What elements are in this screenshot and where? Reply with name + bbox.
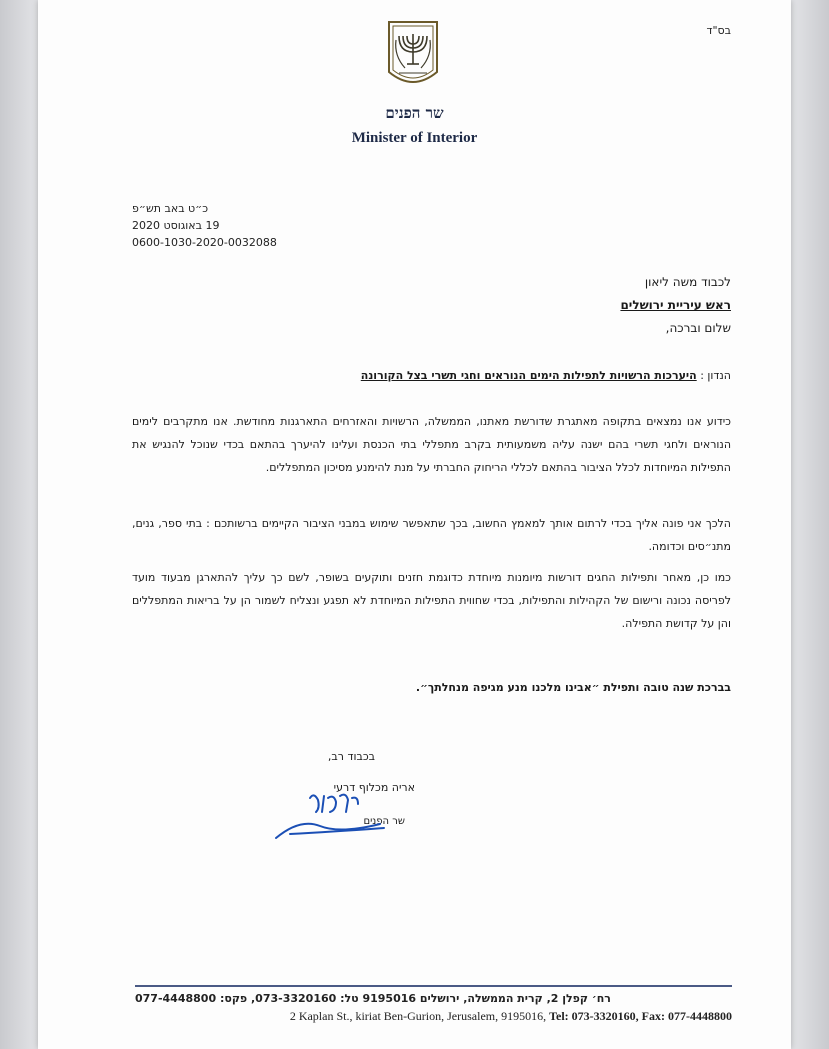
background-strip-right — [789, 0, 829, 1049]
recipient-title: ראש עיריית ירושלים — [620, 298, 731, 312]
footer-divider — [135, 985, 732, 987]
date-block — [132, 200, 277, 251]
recipient-block — [620, 271, 731, 340]
letter-page — [38, 0, 791, 1049]
paragraph-3: כמו כן, מאחר ותפילות החגים דורשות מיומנות מיוחדת כדוגמת חזנים ותוקעים בשופר, לשם כך עליך להתארגן מבעוד מועד לפריסה נכונה ורישום של הקהילות והתפילות, בכדי שחווית התפילות המיוחדת לא תפגע ונצליח לשמור הן על בריאות המתפללים והן על קדושת התפילה. — [132, 571, 731, 630]
gregorian-date: 19 באוגוסט 2020 — [132, 219, 220, 232]
paragraph-1: כידוע אנו נמצאים בתקופה מאתגרת שדורשת מאתנו, הממשלה, הרשויות והאזרחים התארגנות מחודשת. אנו מתקרבים לימים הנוראים ולחגי תשרי בהם ישנה עליה משמעותית בקרב מתפללי בתי הכנסת ועלינו להיערך בהתאם בכדי שנוכל להנגיש את התפילות המיוחדות לכלל הציבור בהתאם לכללי הריחוק החברתי על מנת להימנע מסיכון המתפללים. — [132, 415, 731, 474]
hebrew-date: כ״ט באב תש״פ — [132, 202, 209, 215]
signer-title: שר הפנים — [363, 816, 405, 827]
state-emblem-menorah-icon — [387, 20, 439, 90]
closing-phrase: בכבוד רב, — [327, 750, 375, 763]
paragraph-2: הלכך אני פונה אליך בכדי לרתום אותך למאמץ החשוב, בכך שתאפשר שימוש במבני הציבור הקיימים ברשותכם : בתי ספר, גנים, מתנ״סים וכדומה. — [132, 517, 731, 553]
background-strip-left — [0, 0, 40, 1049]
footer-english-address — [135, 1009, 732, 1024]
greeting: שלום וברכה, — [665, 321, 731, 335]
signer-name: אריה מכלוף דרעי — [333, 781, 415, 794]
bsd-mark: בס"ד — [706, 24, 731, 37]
ministry-title-hebrew: שר הפנים — [385, 104, 444, 122]
subject-label: הנדון : — [700, 369, 731, 382]
recipient-name: לכבוד משה ליאון — [644, 275, 731, 289]
footer-english-phones: Tel: 073-3320160, Fax: 077-4448800 — [549, 1009, 732, 1023]
subject-text: היערכות הרשויות לתפילות הימים הנוראים וחגי תשרי בצל הקורונה — [360, 369, 697, 382]
subject-line — [361, 369, 731, 382]
handwritten-signature — [270, 790, 390, 842]
footer-hebrew-address: רח׳ קפלן 2, קרית הממשלה, ירושלים 9195016 טל: 073-3320160, פקס: 077-4448800 — [135, 992, 611, 1005]
blessing-line: בברכת שנה טובה ותפילת ״אבינו מלכנו מנע מגיפה מנחלתך״. — [415, 681, 731, 694]
ministry-title-english: Minister of Interior — [351, 130, 478, 146]
reference-number: 0600-1030-2020-0032088 — [132, 236, 277, 249]
footer-english-street: 2 Kaplan St., kiriat Ben-Gurion, Jerusalem, 9195016, — [289, 1009, 550, 1023]
